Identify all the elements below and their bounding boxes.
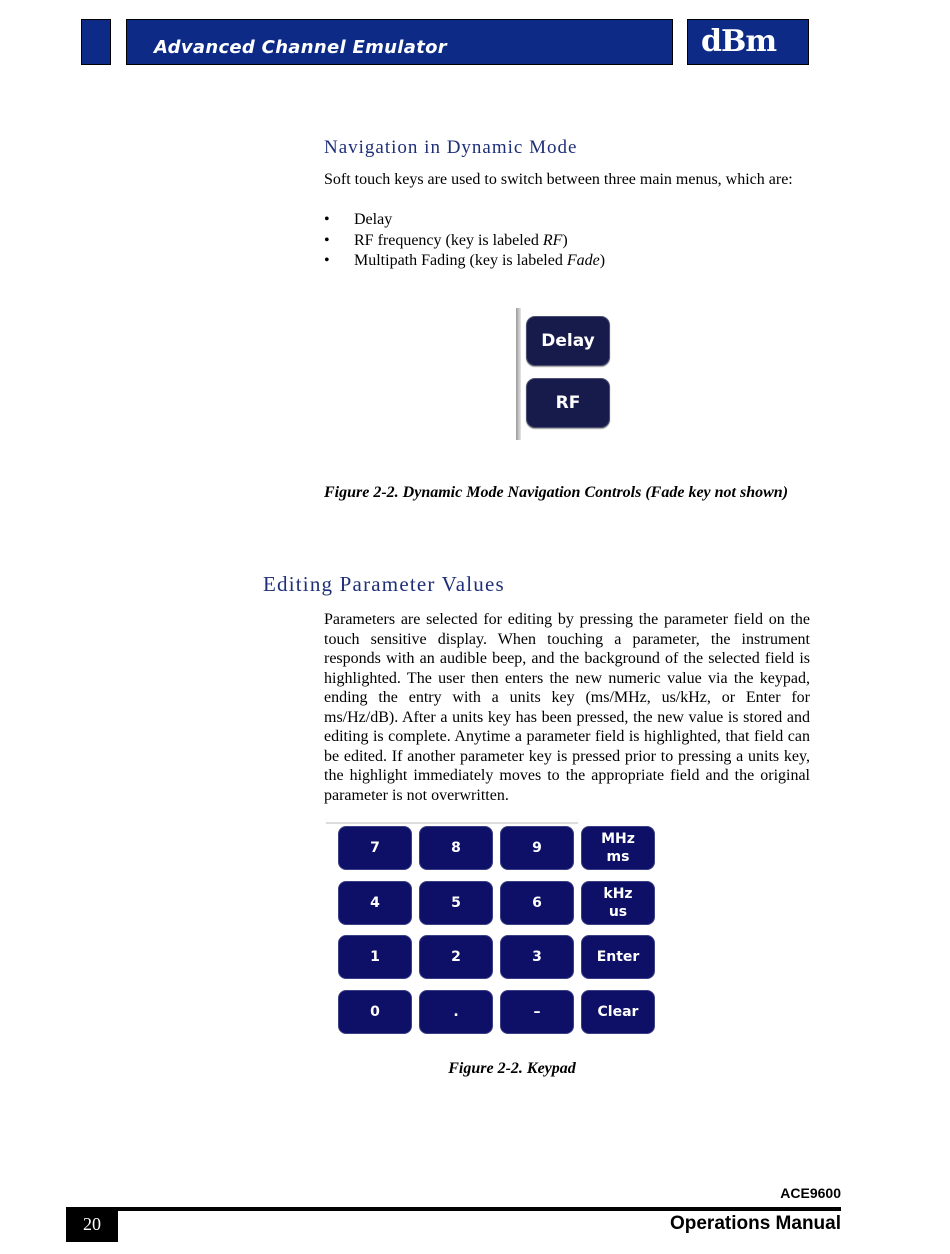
digit-3-key: 3: [500, 935, 574, 979]
header-bar: [126, 19, 673, 65]
digit-8-key: 8: [419, 826, 493, 870]
logo-text: dBm: [701, 24, 777, 59]
bullet-text: Multipath Fading (key is labeled: [354, 252, 567, 269]
minus-key: –: [500, 990, 574, 1034]
section-heading: Editing Parameter Values: [263, 572, 505, 596]
keypad-figure: [326, 822, 660, 1038]
clear-key: Clear: [581, 990, 655, 1034]
subsection-heading: Navigation in Dynamic Mode: [324, 137, 578, 158]
manual-title: Operations Manual: [669, 1213, 841, 1234]
digit-2-key: 2: [419, 935, 493, 979]
digit-0-key: 0: [338, 990, 412, 1034]
digit-9-key: 9: [500, 826, 574, 870]
digit-5-key: 5: [419, 881, 493, 925]
page-number: 20: [66, 1207, 118, 1242]
delay-soft-key: Delay: [526, 316, 610, 366]
rf-soft-key: RF: [526, 378, 610, 428]
khz-us-key: kHz us: [581, 881, 655, 925]
header-square: [81, 19, 111, 65]
panel-edge: [516, 308, 521, 440]
menu-list: [324, 210, 810, 272]
digit-1-key: 1: [338, 935, 412, 979]
model-number: ACE9600: [780, 1185, 841, 1201]
digit-4-key: 4: [338, 881, 412, 925]
list-item: [324, 231, 810, 252]
intro-paragraph: Soft touch keys are used to switch between three main menus, which are:: [324, 171, 793, 188]
bullet-text: RF frequency (key is labeled: [354, 231, 543, 249]
body-paragraph: Parameters are selected for editing by pressing the parameter field on the touch sensitive display. When touching a parameter, the instrument responds with an audible beep, and the background of the selected field is highlighted. The user then enters the new numeric value via the keypad, ending the entry with a units key (ms/MHz, us/kHz, or Enter for ms/Hz/dB). After a units key has been pressed, the new value is stored and editing is complete. Anytime a parameter field is highlighted, that field can be edited. If another parameter key is pressed prior to pressing a units key, the highlight immediately moves to the appropriate field and the original parameter is not overwritten.: [324, 611, 810, 804]
decimal-key: .: [419, 990, 493, 1034]
figure-caption: Figure 2-2. Dynamic Mode Navigation Controls (Fade key not shown): [324, 484, 789, 501]
digit-7-key: 7: [338, 826, 412, 870]
soft-keys-figure: [516, 308, 616, 440]
list-item: [324, 251, 810, 272]
header-title: Advanced Channel Emulator: [154, 37, 447, 58]
key-label: RF: [542, 231, 563, 249]
mhz-ms-key: MHz ms: [581, 826, 655, 870]
list-item: [324, 210, 810, 231]
company-logo: [687, 19, 809, 65]
enter-key: Enter: [581, 935, 655, 979]
figure-caption: Figure 2-2. Keypad: [448, 1060, 576, 1077]
bullet-text: Delay: [354, 211, 393, 228]
keypad-divider: [326, 822, 578, 824]
key-label: Fade: [566, 252, 600, 269]
footer-rule: [66, 1207, 841, 1211]
bullet-suffix: ): [599, 252, 606, 269]
bullet-suffix: ): [562, 231, 568, 249]
digit-6-key: 6: [500, 881, 574, 925]
